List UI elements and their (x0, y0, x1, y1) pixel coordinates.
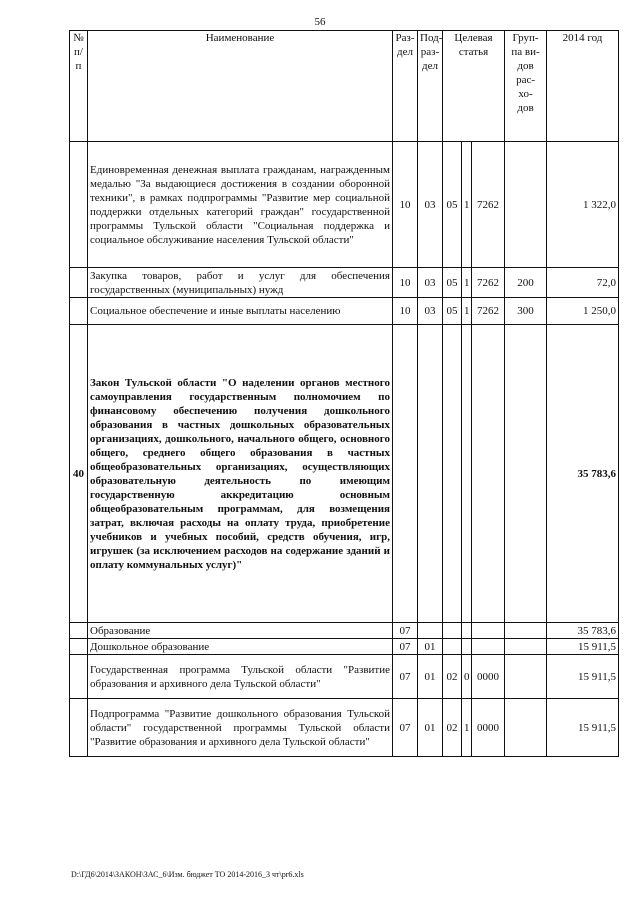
row-target-direction: 7262 (472, 268, 505, 298)
table-row (70, 655, 619, 699)
row-subsection (418, 623, 443, 639)
table-row (70, 298, 619, 325)
header-no: № п/ п (70, 31, 88, 142)
footer-file-path: D:\ГД6\2014\ЗАКОН\ЗАС_6\Изм. бюджет ТО 2014-2016_3 чт\pr6.xls (71, 870, 304, 879)
row-number (70, 655, 88, 699)
row-target-program: 02 (443, 655, 462, 699)
header-section: Раз- дел (393, 31, 418, 142)
row-section: 07 (393, 623, 418, 639)
table-row (70, 142, 619, 268)
row-number (70, 298, 88, 325)
row-amount: 15 911,5 (547, 655, 619, 699)
page-number: 56 (314, 16, 326, 28)
row-expense-group (505, 639, 547, 655)
header-name: Наименование (88, 31, 393, 142)
table-row (70, 699, 619, 757)
row-target-program: 05 (443, 268, 462, 298)
row-subsection: 03 (418, 298, 443, 325)
row-target-direction (472, 325, 505, 623)
row-target-direction: 0000 (472, 699, 505, 757)
row-target-subprogram: 1 (462, 142, 472, 268)
row-name: Закупка товаров, работ и услуг для обеспечения государственных (муниципальных) нужд (88, 268, 393, 298)
row-expense-group (505, 325, 547, 623)
row-number: 40 (70, 325, 88, 623)
row-subsection: 03 (418, 268, 443, 298)
row-expense-group (505, 142, 547, 268)
row-subsection: 01 (418, 655, 443, 699)
row-section: 10 (393, 268, 418, 298)
table-row (70, 268, 619, 298)
row-target-program: 05 (443, 298, 462, 325)
row-expense-group (505, 623, 547, 639)
row-number (70, 699, 88, 757)
row-expense-group: 200 (505, 268, 547, 298)
row-number (70, 623, 88, 639)
row-section: 07 (393, 655, 418, 699)
row-expense-group: 300 (505, 298, 547, 325)
row-name: Образование (88, 623, 393, 639)
row-target-subprogram: 1 (462, 298, 472, 325)
row-name: Социальное обеспечение и иные выплаты населению (88, 298, 393, 325)
row-target-direction (472, 623, 505, 639)
table-row (70, 325, 619, 623)
row-subsection: 01 (418, 639, 443, 655)
header-year: 2014 год (547, 31, 619, 142)
header-target-article: Целевая статья (443, 31, 505, 142)
table-row (70, 639, 619, 655)
row-expense-group (505, 655, 547, 699)
row-amount: 15 911,5 (547, 639, 619, 655)
row-target-program (443, 623, 462, 639)
row-section: 07 (393, 639, 418, 655)
table-header-row (70, 31, 619, 142)
row-target-program: 05 (443, 142, 462, 268)
row-amount: 15 911,5 (547, 699, 619, 757)
header-expense-group: Груп- па ви- дов рас- хо- дов (505, 31, 547, 142)
row-number (70, 268, 88, 298)
row-amount: 72,0 (547, 268, 619, 298)
row-amount: 35 783,6 (547, 325, 619, 623)
row-section: 10 (393, 298, 418, 325)
row-number (70, 142, 88, 268)
row-target-direction: 7262 (472, 298, 505, 325)
row-name: Дошкольное образование (88, 639, 393, 655)
row-subsection (418, 325, 443, 623)
budget-table (69, 30, 619, 757)
row-amount: 1 250,0 (547, 298, 619, 325)
row-target-direction: 0000 (472, 655, 505, 699)
row-target-program (443, 639, 462, 655)
header-subsection: Под- раз- дел (418, 31, 443, 142)
row-amount: 35 783,6 (547, 623, 619, 639)
row-target-direction (472, 639, 505, 655)
row-subsection: 03 (418, 142, 443, 268)
row-amount: 1 322,0 (547, 142, 619, 268)
row-name: Государственная программа Тульской области "Развитие образования и архивного дела Тульской области" (88, 655, 393, 699)
row-target-subprogram: 1 (462, 268, 472, 298)
row-target-program: 02 (443, 699, 462, 757)
row-target-subprogram: 0 (462, 655, 472, 699)
table-row (70, 623, 619, 639)
row-target-subprogram (462, 639, 472, 655)
row-target-subprogram: 1 (462, 699, 472, 757)
row-name: Единовременная денежная выплата гражданам, награжденным медалью "За выдающиеся достижения в создании оборонной техники", в рамках подпрограммы "Развитие мер социальной поддержки отдельных категорий граждан" государственной программы Тульской области "Социальная поддержка и социальное обслуживание населения Тульской области" (88, 142, 393, 268)
row-name: Закон Тульской области "О наделении органов местного самоуправления государственным полномочием по финансовому обеспечению получения дошкольного образования в частных дошкольных образовательных организациях, дошкольного, начального общего, основного общего, среднего общего образования в частных общеобразовательных организациях, осуществляющих образовательную деятельность по имеющим государственную аккредитацию основным общеобразовательным программам, для возмещения затрат, включая расходы на оплату труда, приобретение учебников и учебных пособий, средств обучения, игр, игрушек (за исключением расходов на содержание зданий и оплату коммунальных услуг)" (88, 325, 393, 623)
row-section: 07 (393, 699, 418, 757)
row-expense-group (505, 699, 547, 757)
row-target-subprogram (462, 325, 472, 623)
row-section: 10 (393, 142, 418, 268)
row-target-program (443, 325, 462, 623)
row-section (393, 325, 418, 623)
row-target-direction: 7262 (472, 142, 505, 268)
row-name: Подпрограмма "Развитие дошкольного образования Тульской области" государственной программы Тульской области "Развитие образования и архивного дела Тульской области" (88, 699, 393, 757)
row-target-subprogram (462, 623, 472, 639)
row-number (70, 639, 88, 655)
row-subsection: 01 (418, 699, 443, 757)
